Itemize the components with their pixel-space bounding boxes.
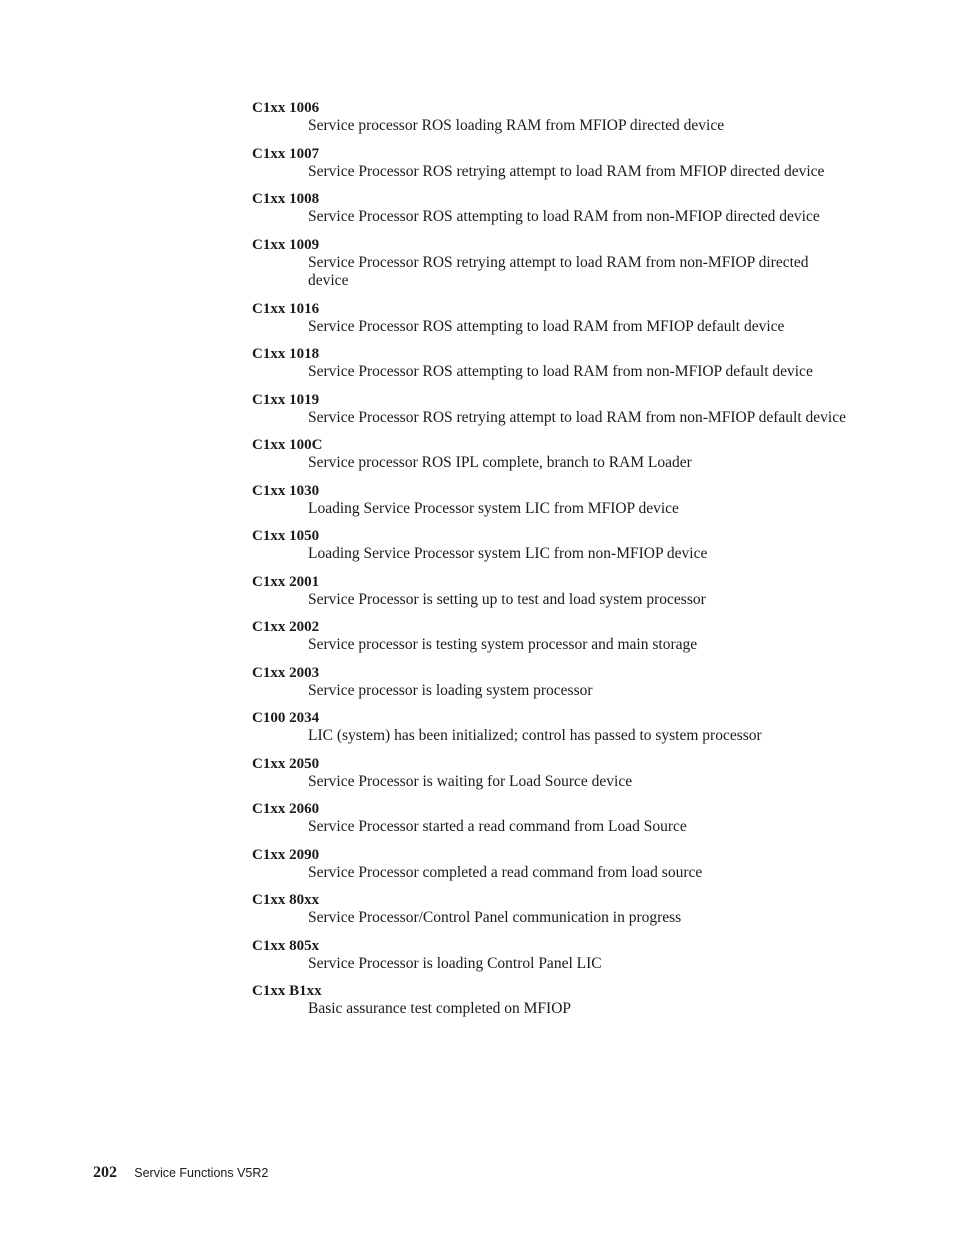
code-description: Service processor is testing system processor and main storage — [308, 636, 698, 653]
reference-code: C1xx 80xx — [252, 892, 320, 908]
reference-code: C1xx 2060 — [252, 801, 320, 817]
code-description: Service Processor ROS retrying attempt to load RAM from non-MFIOP directed device — [308, 253, 809, 289]
list-item — [252, 891, 852, 928]
code-description: Service Processor ROS retrying attempt to load RAM from MFIOP directed device — [308, 162, 825, 180]
reference-code: C100 2034 — [252, 710, 320, 726]
list-item — [252, 145, 852, 182]
list-item — [252, 709, 852, 746]
reference-code: C1xx 2002 — [252, 619, 320, 635]
code-description: Service Processor is waiting for Load Source device — [308, 772, 633, 790]
code-description: LIC (system) has been initialized; control has passed to system processor — [308, 727, 762, 744]
code-description: Service Processor ROS retrying attempt to load RAM from non-MFIOP default device — [308, 408, 846, 426]
list-item — [252, 846, 852, 883]
list-item — [252, 391, 852, 428]
list-item — [252, 99, 852, 136]
reference-code: C1xx 805x — [252, 937, 320, 954]
code-description: Service Processor ROS attempting to load RAM from non-MFIOP directed device — [308, 208, 820, 225]
code-description: Service Processor completed a read command from load source — [308, 863, 703, 881]
reference-code: C1xx 1008 — [252, 191, 320, 207]
reference-code: C1xx 1016 — [252, 300, 320, 317]
reference-code: C1xx 1030 — [252, 482, 320, 499]
reference-code: C1xx 2003 — [252, 664, 320, 681]
code-description: Service Processor/Control Panel communication in progress — [308, 909, 682, 926]
list-item — [252, 664, 852, 701]
code-description: Loading Service Processor system LIC from MFIOP device — [308, 499, 679, 517]
list-item — [252, 345, 852, 382]
list-item — [252, 618, 852, 655]
code-description: Service Processor ROS attempting to load RAM from non-MFIOP default device — [308, 363, 813, 380]
reference-code: C1xx B1xx — [252, 983, 322, 999]
reference-code: C1xx 1007 — [252, 145, 320, 162]
list-item — [252, 236, 852, 291]
reference-code: C1xx 1019 — [252, 391, 320, 408]
list-item — [252, 982, 852, 1019]
list-item — [252, 573, 852, 610]
reference-code: C1xx 1006 — [252, 100, 320, 116]
code-description: Loading Service Processor system LIC from non-MFIOP device — [308, 545, 708, 562]
page-footer — [93, 1163, 268, 1183]
code-description: Service processor ROS loading RAM from MFIOP directed device — [308, 117, 725, 134]
list-item — [252, 800, 852, 837]
list-item — [252, 755, 852, 792]
reference-code: C1xx 1009 — [252, 236, 320, 253]
code-description: Service processor ROS IPL complete, branch to RAM Loader — [308, 454, 692, 471]
list-item — [252, 436, 852, 473]
reference-code: C1xx 2001 — [252, 573, 320, 590]
reference-code: C1xx 2050 — [252, 755, 320, 772]
code-description: Service Processor is setting up to test and load system processor — [308, 590, 706, 608]
code-description: Service Processor ROS attempting to load RAM from MFIOP default device — [308, 317, 785, 335]
reference-code: C1xx 100C — [252, 437, 323, 453]
code-description: Basic assurance test completed on MFIOP — [308, 1000, 572, 1017]
list-item — [252, 300, 852, 337]
page-number: 202 — [93, 1164, 117, 1181]
code-description: Service Processor is loading Control Panel LIC — [308, 954, 602, 972]
list-item — [252, 937, 852, 974]
list-item — [252, 190, 852, 227]
reference-code: C1xx 1018 — [252, 346, 320, 362]
reference-code: C1xx 2090 — [252, 846, 320, 863]
code-description: Service processor is loading system processor — [308, 681, 593, 699]
list-item — [252, 482, 852, 519]
document-title: Service Functions V5R2 — [134, 1166, 269, 1180]
reference-code: C1xx 1050 — [252, 528, 320, 544]
reference-code-list — [252, 99, 852, 1028]
list-item — [252, 527, 852, 564]
code-description: Service Processor started a read command from Load Source — [308, 818, 687, 835]
